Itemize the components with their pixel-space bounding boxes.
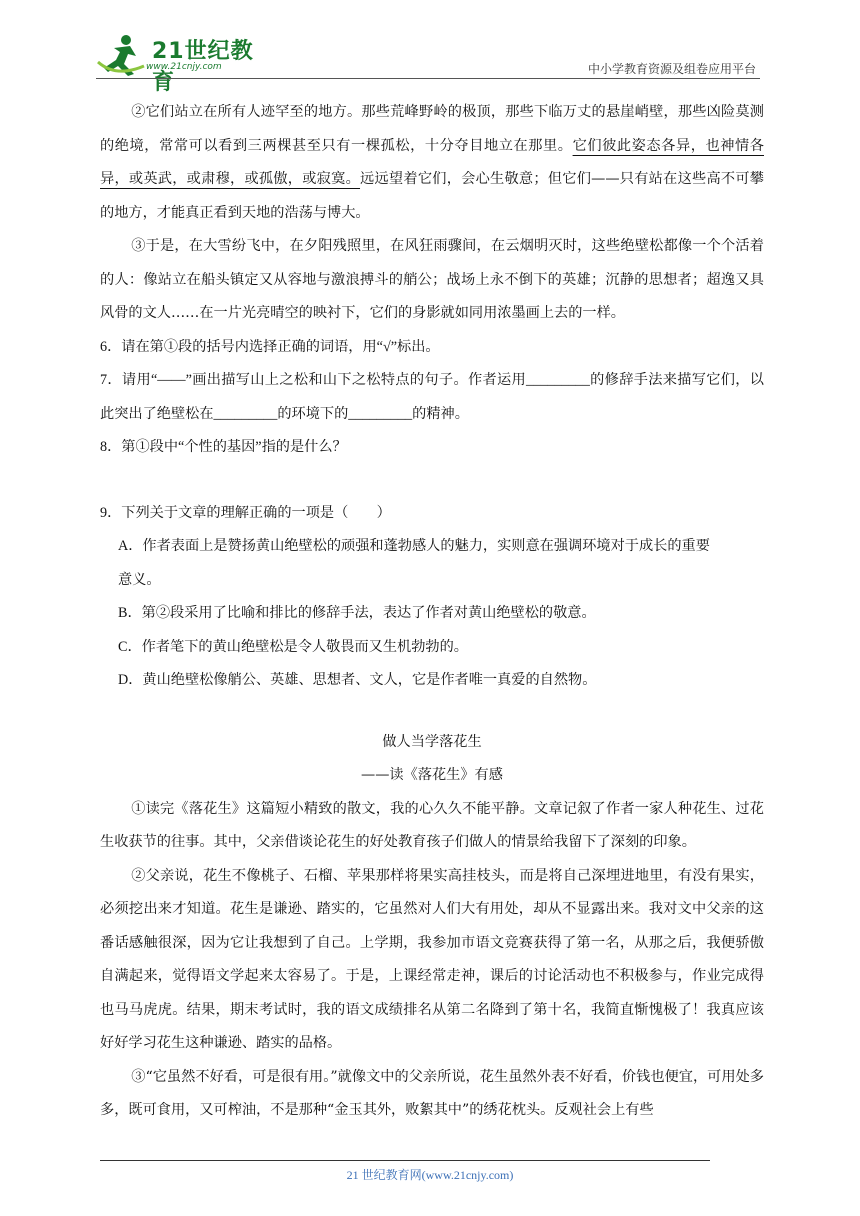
passage1-p2-underlined: 它们彼此姿态各异，也神情各异，或英武，或肃穆，或孤傲，或寂寞。 [100, 137, 764, 187]
option-b: B．第②段采用了比喻和排比的修辞手法，表达了作者对黄山绝壁松的敬意。 [118, 605, 596, 621]
document-body [100, 96, 764, 1128]
passage2-paragraph-1: ①读完《落花生》这篇短小精致的散文，我的心久久不能平静。文章记叙了作者一家人种花生、过花生收获节的往事。其中，父亲借谈论花生的好处教育孩子们做人的情景给我留下了深刻的印象。 [100, 800, 764, 850]
site-logo[interactable] [96, 30, 266, 95]
passage1-p2-text-a: ②它们站立在所有人迹罕至的地方。那些荒峰野岭的极顶，那些下临万丈的悬崖峭壁，那些凶险莫测的绝境，常常可以看到三两棵甚至只有一棵孤松，十分夺目地立在那里。 [100, 104, 764, 154]
passage2-paragraph-3: ③“它虽然不好看，可是很有用。”就像文中的父亲所说，花生虽然外表不好看，价钱也便宜，可用处多多，既可食用，又可榨油，不是那种“金玉其外，败絮其中”的绣花枕头。反观社会上有些 [100, 1068, 764, 1118]
footer-link[interactable]: 21 世纪教育网(www.21cnjy.com) [346, 1168, 514, 1182]
answer-space [100, 465, 764, 497]
option-a: A．作者表面上是赞扬黄山绝壁松的顽强和蓬勃感人的魅力，实则意在强调环境对于成长的重要 [118, 538, 710, 554]
logo-text: 21世纪教育 [152, 39, 254, 95]
option-c: C．作者笔下的黄山绝壁松是令人敬畏而又生机勃勃的。 [118, 638, 468, 655]
passage1-paragraph-2 [100, 96, 764, 230]
passage2-subtitle: ——读《落花生》有感 [361, 767, 503, 783]
runner-icon [96, 32, 148, 78]
section-gap [100, 698, 764, 726]
footer-divider [100, 1160, 710, 1161]
page-header [96, 30, 760, 95]
passage2-paragraph-2: ②父亲说，花生不像桃子、石榴、苹果那样将果实高挂枝头，而是将自己深埋进地里，有没有果实，必须挖出来才知道。花生是谦逊、踏实的，它虽然对人们大有用处，却从不显露出来。我对文中父亲的这番话感触很深，因为它让我想到了自己。上学期，我参加市语文竞赛获得了第一名，从那之后，我便骄傲自满起来，觉得语文学起来太容易了。于是，上课经常走神，课后的讨论活动也不积极参与，作业完成得也马马虎虎。结果，期末考试时，我的语文成绩排名从第二名降到了第十名，我简直惭愧极了！我真应该好好学习花生这种谦逊、踏实的品格。 [100, 867, 764, 1051]
passage1-paragraph-3: ③于是，在大雪纷飞中，在夕阳残照里，在风狂雨骤间，在云烟明灭时，这些绝壁松都像一个个活着的人：像站立在船头镇定又从容地与激浪搏斗的艄公；战场上永不倒下的英雄；沉静的思想者；超逸又具风骨的文人……在一片光亮晴空的映衬下，它们的身影就如同用浓墨画上去的一样。 [100, 238, 764, 321]
passage2-title: 做人当学落花生 [382, 733, 482, 750]
option-a-cont: 意义。 [118, 571, 161, 588]
passage1-p2-text-b: 远远望着它们，会心生敬意；但它们——只有站在这些高不可攀的地方，才能真正看到天地的浩荡与博大。 [100, 171, 764, 221]
platform-name: 中小学教育资源及组卷应用平台 [587, 62, 756, 76]
header-divider [96, 78, 760, 79]
question-9: 9．下列关于文章的理解正确的一项是（ ） [100, 504, 391, 521]
logo-url: www.21cnjy.com [146, 62, 222, 72]
option-d: D．黄山绝壁松像艄公、英雄、思想者、文人，它是作者唯一真爱的自然物。 [118, 672, 597, 688]
question-6: 6．请在第①段的括号内选择正确的词语，用“√”标出。 [100, 338, 440, 355]
question-7: 7．请用“——”画出描写山上之松和山下之松特点的句子。作者运用_________的修辞手法来描写它们，以此突出了绝壁松在_________的环境下的_________的精神。 [100, 372, 764, 422]
question-8: 8．第①段中“个性的基因”指的是什么？ [100, 439, 347, 455]
